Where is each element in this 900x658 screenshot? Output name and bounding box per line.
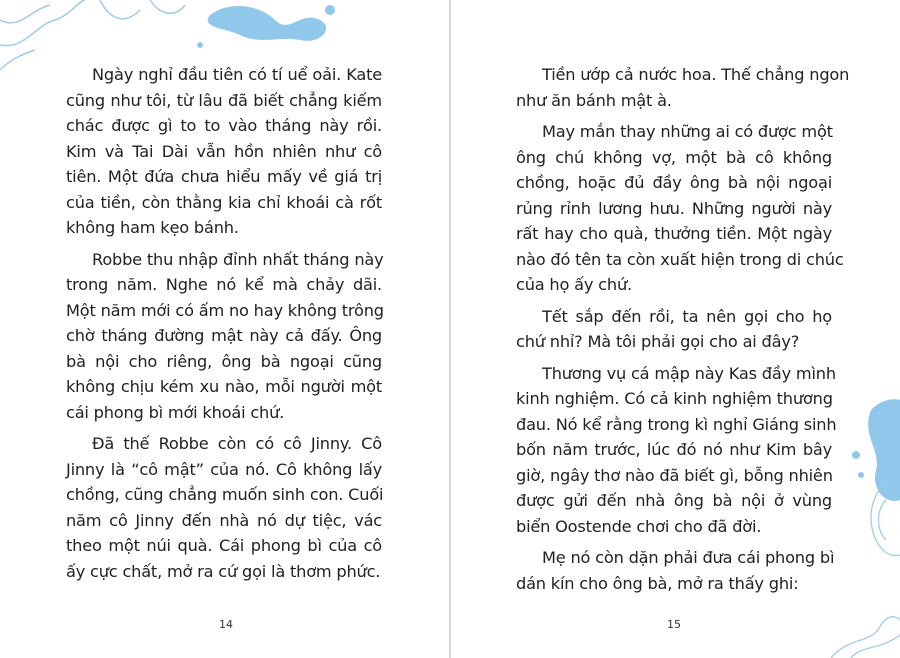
right-page — [451, 0, 900, 658]
text-line: cái phong bì mới khoái chứ. — [66, 402, 285, 422]
text-line: Robbe thu nhập đỉnh nhất tháng này — [92, 249, 384, 269]
text-line: chồng, hoặc đủ đầy ông bà nội ngoại — [516, 173, 832, 192]
text-line: chờ tháng đường mật này cả đấy. Ông — [66, 326, 382, 345]
text-line: chác được gì to to vào tháng này rồi. — [66, 116, 382, 135]
text-line: Kim và Tai Dài vẫn hồn nhiên như cô — [66, 141, 382, 161]
text-line: Tết sắp đến rồi, ta nên gọi cho họ — [542, 306, 832, 326]
text-line: Mẹ nó còn dặn phải đưa cái phong bì — [542, 548, 835, 567]
text-line: theo một núi quà. Cái phong bì của cô — [66, 536, 382, 555]
page-number: 15 — [667, 618, 681, 631]
text-line: được gửi đến nhà ông bà nội ở vùng — [516, 491, 832, 510]
text-line: cũng như tôi, từ lâu đã biết chẳng kiếm — [66, 90, 382, 110]
paragraph — [516, 62, 850, 113]
paragraph — [66, 247, 382, 426]
text-line: kinh nghiệm. Có cả kinh nghiệm thương — [516, 389, 833, 408]
text-line: giờ, ngây thơ nào đã biết gì, bỗng nhiên — [516, 465, 833, 485]
text-line: chứ nhỉ? Mà tôi phải gọi cho ai đây? — [516, 332, 800, 351]
text-line: như ăn bánh mật à. — [516, 90, 672, 110]
text-line: bốn năm trước, lúc đó nó như Kim bây — [516, 440, 832, 459]
left-page — [0, 0, 449, 658]
text-line: ông chú không vợ, một bà cô không — [516, 147, 832, 167]
text-line: chồng, cũng chẳng muốn sinh con. Cuối — [66, 485, 384, 504]
text-line: đau. Nó kể rằng trong kì nghỉ Giáng sinh — [516, 414, 837, 434]
text-line: Tiền ướp cả nước hoa. Thế chẳng ngon — [542, 65, 850, 84]
text-line: ấy cực chất, mở ra cứ gọi là thơm phức. — [66, 561, 381, 581]
text-line: bà nội cho riêng, ông bà ngoại cũng — [66, 351, 382, 371]
paragraph — [516, 119, 844, 298]
text-line: không ham kẹo bánh. — [66, 218, 239, 237]
page-number: 14 — [219, 618, 233, 631]
splash-decoration-icon — [0, 0, 340, 70]
paragraph — [516, 545, 835, 596]
page-body — [66, 62, 382, 590]
paragraph — [516, 304, 832, 355]
paragraph — [66, 62, 382, 241]
text-line: không chịu kém xu nào, mỗi người một — [66, 377, 382, 396]
page-body — [516, 62, 850, 602]
text-line: Jinny là “cô mật” của nó. Cô không lấy — [66, 459, 382, 479]
text-line: rất hay cho quà, thưởng tiền. Một ngày — [516, 224, 832, 243]
paragraph — [66, 431, 382, 584]
text-line: của tiền, còn thằng kia chỉ khoái cà rốt — [66, 192, 382, 212]
text-line: nào đó tên ta còn xuất hiện trong di chúc — [516, 249, 844, 269]
text-line: May mắn thay những ai có được một — [542, 122, 833, 141]
paragraph — [516, 361, 837, 540]
text-line: Đã thế Robbe còn có cô Jinny. Cô — [92, 434, 382, 453]
text-line: Ngày nghỉ đầu tiên có tí uể oải. Kate — [92, 65, 382, 84]
text-line: Thương vụ cá mập này Kas đầy mình — [542, 363, 836, 383]
text-line: tiên. Một đứa chưa hiểu mấy về giá trị — [66, 167, 382, 186]
text-line: trong năm. Nghe nó kể mà chảy dãi. — [66, 275, 382, 294]
text-line: biển Oostende chơi cho đã đời. — [516, 516, 762, 536]
splash-decoration-icon — [831, 380, 900, 658]
text-line: dán kín cho ông bà, mở ra thấy ghi: — [516, 573, 799, 593]
text-line: của họ ấy chứ. — [516, 275, 632, 294]
text-line: Một năm mới có ấm no hay không trông — [66, 300, 384, 320]
text-line: rủng rỉnh lương hưu. Những người này — [516, 198, 832, 218]
text-line: năm cô Jinny đến nhà nó dự tiệc, vác — [66, 510, 382, 530]
